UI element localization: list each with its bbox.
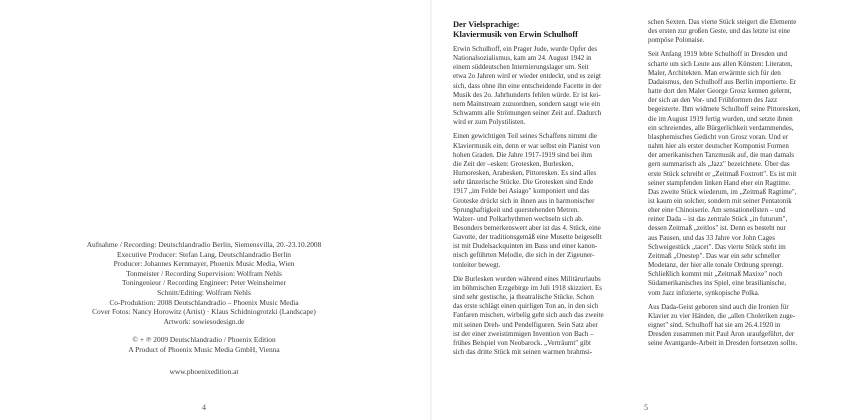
text-line: Schließlich kommt mit „Zeitmaß Maxixe" noch: [648, 270, 783, 279]
text-line: nisch geführten Melodie, die sich in der Zigeuner-: [453, 251, 595, 260]
website-link[interactable]: www.phoenixedition.at: [169, 366, 239, 376]
text-line: hohen Graden. Die Jahre 1917-1919 sind bei ihm: [453, 150, 592, 159]
text-line: Einen gewichtigen Teil seines Schaffens nimmt die: [453, 132, 598, 141]
text-line: Das zweite Stück wiederum, im „Zeitmaß Ragtime",: [648, 187, 797, 196]
credit-line: Schnitt/Editing: Wolfram Nehls: [157, 287, 251, 297]
text-line: eher eine Chinoiserie. Am sensationellsten – und: [648, 206, 786, 215]
text-line: schen Sexten. Das vierte Stück steigert die Elemente: [648, 18, 797, 26]
text-line: vom Jazz infizierte, synkopische Polka.: [648, 288, 760, 297]
text-line: scharte um sich Leute aus allen Künsten: Literaten,: [648, 59, 793, 68]
paragraph: [648, 50, 844, 297]
credit-line: Aufnahme / Recording: Deutschlandradio Berlin, Siemensvilla, 20.-23.10.2008: [86, 240, 322, 249]
paragraph: [453, 275, 637, 357]
text-line: die Zeit der –esken: Grotesken, Burlesken,: [453, 159, 574, 168]
text-line: 1917 „im Felde bei Asiago" komponiert und das: [453, 187, 590, 196]
text-line: Aus Dada-Geist geboren sind auch die Ironien für: [648, 302, 789, 311]
text-line: tonleiter bewegt.: [453, 260, 501, 269]
text-line: Musik des 2o. Jahrhunderts fehlen würde. Er ist kei-: [453, 90, 601, 99]
article-heading: [453, 20, 623, 40]
text-line: Zeitmaß „Onestep". Das war ein sehr schneller: [648, 251, 781, 260]
text-line: nahm hier als erster deutscher Komponist Formen: [648, 142, 789, 151]
text-line: Sprunghaftigkeit und querstehenden Metren.: [453, 205, 580, 214]
text-line: wird er zum Polystilisten.: [453, 118, 526, 127]
text-line: frühes Beispiel von Neobarock. „Verträumt" gibt: [453, 338, 591, 347]
credit-line: Artwork: sowiesodesign.de: [163, 316, 245, 326]
text-line: sich, dass ohne ihn eine entscheidende Facette in der: [453, 81, 602, 90]
text-line: pompöse Polonaise.: [648, 36, 705, 45]
copyright-line: © + ℗ 2009 Deutschlandradio / Phoenix Edition: [132, 335, 276, 345]
text-line: ist mit Dudelsackquinten im Bass und einer kanon-: [453, 242, 598, 251]
credit-list: [84, 240, 324, 326]
text-line: gern summarisch als „Jazz" bezeichnete. Über das: [648, 160, 790, 169]
text-line: sich das dritte Stück mit seinen warmen brahmsi-: [453, 348, 593, 356]
text-line: Erwin Schulhoff, ein Prager Jude, wurde Opfer des: [453, 45, 598, 53]
text-line: das erste schlägt einen quirligen Ton an, in den sich: [453, 302, 599, 311]
credit-line: Toningenieur / Recording Engineer: Peter Weinsheimer: [122, 278, 286, 288]
text-line: Seit Anfang 1919 lebte Schulhoff in Dresden und: [648, 50, 788, 59]
paragraph: [648, 303, 844, 349]
text-line: seine Avantgarde-Arbeit in Dresden fortsetzen sollte.: [648, 339, 798, 348]
paragraph: [453, 45, 637, 127]
text-line: Fanfaren mischen, wirbelig geht sich auch das zweite: [453, 311, 604, 320]
heading-line: Der Vielsprachige:: [453, 20, 520, 29]
credit-line: Executive Producer: Stefan Lang, Deutschlandradio Berlin: [116, 249, 292, 259]
text-line: dessen Zeitmaß „zeitlos" ist. Denn es besteht nur: [648, 224, 786, 233]
text-line: Besonders bemerkenswert aber ist das 4. Stück, eine: [453, 223, 601, 232]
text-line: reiner Dada – ist das zentrale Stück „in futurum",: [648, 215, 788, 224]
text-line: Dresden zusammen mit Paul Aron uraufgeführt, der: [648, 330, 795, 339]
text-line: erste Stück schreibt er „Zeitmaß Foxtrott". Es ist mit: [648, 169, 797, 178]
text-line: seiner stampfenden linken Hand eher ein Ragtime.: [648, 178, 791, 187]
text-line: einem süddeutschen Internierungslager um. Seit: [453, 63, 589, 72]
page-number: 5: [644, 403, 648, 412]
text-line: Die Burlesken wurden während eines Militärurlaubs: [453, 274, 601, 283]
text-line: Südamerikanisches ins Spiel, eine brasilianische,: [648, 279, 787, 288]
text-line: blasphemisches Gedicht von Grosz voran. Und er: [648, 132, 788, 141]
text-line: Maler, Architekten. Man erwärmte sich für den: [648, 68, 781, 77]
text-line: sind sehr gestische, ja theatralische Stücke. Schon: [453, 293, 594, 302]
text-line: Modetanz, der hier alle tonale Ordnung sprengt.: [648, 261, 784, 270]
text-line: des ersten zur großen Geste, und das letzte ist eine: [648, 27, 791, 36]
text-line: Groteske drückt sich in ihnen aus in harmonischer: [453, 196, 595, 205]
paragraph: [453, 132, 637, 269]
text-line: Humoresken, Arabesken, Pittoresken. Es sind alles: [453, 169, 597, 178]
text-line: sehr tänzerische Stücke. Die Grotesken sind Ende: [453, 178, 594, 187]
text-line: hatte dort den Maler George Grosz kennen gelernt,: [648, 87, 792, 96]
text-line: der sich an den Vor- und Frühformen des Jazz: [648, 96, 778, 105]
text-line: der amerikanischen Tanzmusik auf, die man damals: [648, 151, 794, 160]
heading-line: Klaviermusik von Erwin Schulhoff: [453, 30, 578, 39]
copyright-line: A Product of Phoenix Music Media GmbH, Vienna: [128, 344, 280, 354]
text-line: Schweigestück „tacet". Das vierte Stück steht im: [648, 242, 786, 251]
text-column-1: [453, 45, 637, 357]
text-line: Klavier zu vier Händen, die „allen Choleriken zuge-: [648, 311, 796, 320]
text-line: eignet" sind. Schulhoff hat sie am 26.4.1920 in: [648, 321, 781, 329]
text-column-2: [648, 18, 844, 348]
text-line: die im August 1919 fertig wurden, und setzte ihnen: [648, 114, 793, 123]
text-line: im böhmischen Erzgebirge im Juli 1918 skizziert. Es: [453, 283, 602, 292]
text-line: Klaviermusik ein, denn er war selbst ein Pianist von: [453, 141, 600, 150]
text-line: ist der einer zweistimmigen Invention von Bach –: [453, 329, 594, 338]
credit-line: Tonmeister / Recording Supervision: Wolfram Nehls: [126, 268, 282, 278]
text-line: ein schreiendes, alle Bürgerlichkeit verdammendes,: [648, 123, 794, 132]
text-line: mit seinen Dreh- und Pendelfiguren. Sein Satz aber: [453, 320, 598, 329]
text-line: nem Mainstream zuzuordnen, sondern saugt wie ein: [453, 99, 600, 108]
credits-block: [84, 240, 324, 376]
text-line: Gavotte, der traditionsgemäß eine Musette beigesellt: [453, 233, 602, 242]
credit-line: Cover Fotos: Nancy Horowitz (Artist) · Klaus Schidniogrotzki (Landscape): [92, 307, 316, 317]
text-line: etwa 2o Jahren wird er wieder entdeckt, und es zeigt: [453, 72, 601, 81]
text-line: Schwamm alle Strömungen seiner Zeit auf. Dadurch: [453, 109, 602, 118]
text-line: Nationalsozialismus, kam am 24. August 1942 in: [453, 54, 592, 63]
right-page: [432, 0, 864, 420]
paragraph: [648, 18, 844, 45]
text-line: Walzer- und Polkarhythmen wechseln sich ab.: [453, 214, 584, 223]
text-line: ist kaum ein solcher, sondern mit seiner Pentatonik: [648, 196, 792, 205]
text-line: begeisterte. Ihm widmete Schulhoff seine Pittoresken,: [648, 105, 801, 114]
page-number: 4: [202, 403, 206, 412]
text-line: Dadaismus, den Schulhoff aus Berlin importierte. Er: [648, 77, 797, 86]
text-line: aus Pausen, und das 33 Jahre vor John Cages: [648, 233, 776, 242]
credit-line: Producer: Johannes Kernmayer, Phoenix Music Media, Wien: [113, 259, 295, 269]
credit-line: Co-Produktion: 2008 Deutschlandradio – Phoenix Music Media: [109, 297, 299, 307]
